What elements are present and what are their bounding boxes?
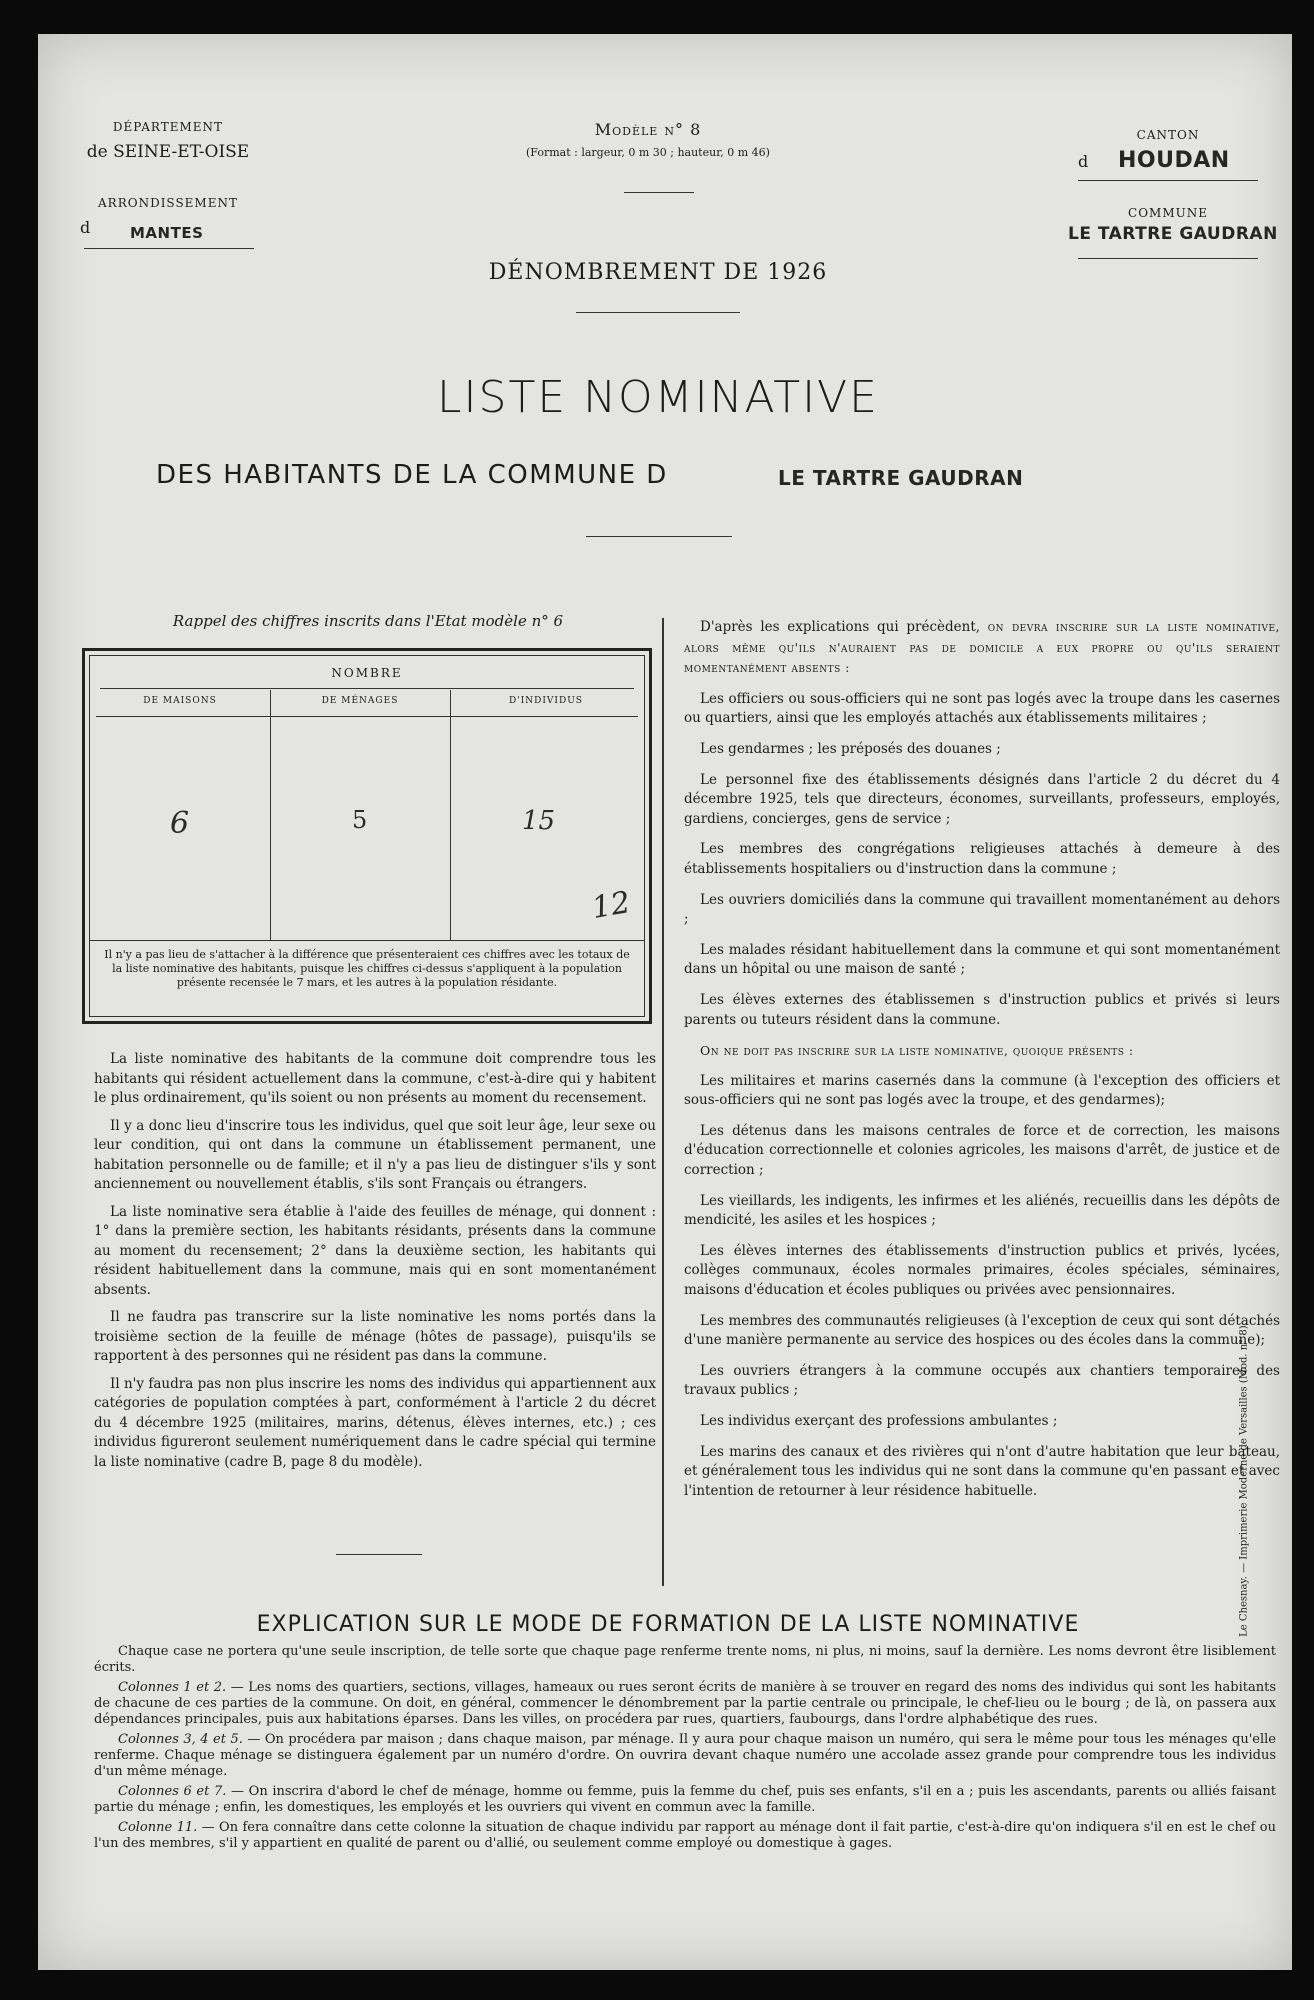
exclure-item: Les individus exerçant des professions ambulantes ; bbox=[700, 1413, 1058, 1429]
commune-subtitle: DES HABITANTS DE LA COMMUNE D bbox=[156, 460, 668, 490]
inscrire-item: Le personnel fixe des établissements désignés dans l'article 2 du décret du 4 décembre 1925, tels que directeurs, économes, surveillants, professeurs, employés, gardiens, concierges, gens de service ; bbox=[684, 771, 1280, 827]
commune-subtitle-stamp: LE TARTRE GAUDRAN bbox=[778, 466, 1024, 490]
colonne-11-label: Colonne 11. bbox=[118, 1820, 198, 1835]
denombrement-title: DÉNOMBREMENT DE 1926 bbox=[488, 260, 828, 285]
val-annotation: 12 bbox=[589, 884, 633, 927]
exclure-item: Les vieillards, les indigents, les infirmes et les aliénés, recueillis dans les dépôts de mendicité, les asiles et les hospices ; bbox=[684, 1192, 1280, 1229]
exclure-item: Les membres des communautés religieuses (à l'exception de ceux qui sont détachés d'une manière permanente au service des hospices ou des écoles dans la commune); bbox=[684, 1312, 1280, 1349]
rappel-table bbox=[82, 648, 652, 1024]
departement-label: DÉPARTEMENT bbox=[112, 120, 224, 134]
left-paragraph: Il y a donc lieu d'inscrire tous les individus, quel que soit leur âge, leur sexe ou leur condition, qui ont dans la commune un établissement permanent, une habitation personnelle ou de famille; et il n'y a pas lieu de distinguer s'ils y sont anciennement ou nouvellement établis, s'ils sont Français ou étrangers. bbox=[94, 1117, 656, 1192]
right-intro bbox=[684, 617, 1280, 679]
exclure-item: Les marins des canaux et des rivières qui n'ont d'autre habitation que leur bateau, et généralement tous les individus qui ne sont dans la commune qu'en passant et avec l'intention de retourner à leur résidence habituelle. bbox=[684, 1443, 1280, 1499]
rappel-note: Il n'y a pas lieu de s'attacher à la différence que présenteraient ces chiffres avec les totaux de la liste nominative des habitants, puisque les chiffres ci-dessus s'appliquent à la population présente recensée le 7 mars, et les autres à la population résidante. bbox=[104, 948, 630, 989]
val-menages: 5 bbox=[352, 806, 368, 834]
liste-nominative-title: LISTE NOMINATIVE bbox=[437, 372, 879, 423]
exclure-item: Les élèves internes des établissements d'instruction publics et privés, lycées, collèges communaux, écoles normales primaires, écoles spéciales, séminaires, maisons d'éducation et écoles publiques ou privées avec pensionnaires. bbox=[684, 1242, 1280, 1299]
colonne-11-text: — On fera connaître dans cette colonne la situation de chaque individu par rapport au ménage dont il fait partie, c'est-à-dire qu'on indiquera s'il en est le chef ou l'un des membres, s'il y appartient en qualité de parent ou d'allié, ou seulement comme employé ou domestique à gages. bbox=[94, 1820, 1276, 1851]
inscrire-item: Les ouvriers domiciliés dans la commune qui travaillent momentanément au dehors ; bbox=[684, 891, 1280, 928]
colonnes-3-4-5-label: Colonnes 3, 4 et 5. bbox=[118, 1732, 243, 1747]
colonnes-6-7-text: — On inscrira d'abord le chef de ménage, homme ou femme, puis la femme du chef, puis ses enfants, s'il en a ; puis les ascendants, parents ou alliés faisant partie du ménage ; enfin, les domestiques, les employés et les ouvriers qui vivent en commun avec la famille. bbox=[94, 1784, 1276, 1815]
col-individus-header: D'INDIVIDUS bbox=[509, 696, 583, 706]
commune-stamp: LE TARTRE GAUDRAN bbox=[1068, 224, 1278, 244]
rappel-caption: Rappel des chiffres inscrits dans l'Etat modèle n° 6 bbox=[172, 612, 564, 630]
printer-imprint bbox=[1234, 1234, 1254, 1734]
arrondissement-stamp: MANTES bbox=[130, 224, 204, 242]
ne-doit-heading: On ne doit pas inscrire sur la liste nominative, quoique présents : bbox=[700, 1043, 1134, 1059]
modele-number: Modèle n° 8 bbox=[594, 120, 702, 139]
right-intro-a: D'après les explications qui précèdent, bbox=[700, 619, 981, 635]
left-paragraph: La liste nominative sera établie à l'aide des feuilles de ménage, qui donnent : 1° dans la première section, les habitants résidants, présents dans la commune au moment du recensement; 2° dans la deuxième section, les habitants qui résident habituellement dans la commune, mais qui en sont momentanément absents. bbox=[94, 1203, 656, 1298]
departement-value: de SEINE-ET-OISE bbox=[86, 142, 250, 162]
canton-label: CANTON bbox=[1136, 128, 1200, 142]
val-individus: 15 bbox=[522, 806, 556, 836]
col-maisons-header: DE MAISONS bbox=[143, 696, 217, 706]
colonnes-1-2-text: — Les noms des quartiers, sections, villages, hameaux ou rues seront écrits de manière à se trouver en regard des noms des individus qui sont les habitants de chacune de ces parties de la commune. On doit, en général, commencer le dénombrement par la partie centrale ou principale, le chef-lieu ou le bourg ; de là, on passera aux dépendances principales, puis aux habitations éparses. Dans les villes, on procédera par rues, quartiers, faubourgs, dans l'ordre alphabétique des rues. bbox=[94, 1680, 1276, 1727]
colonnes-3-4-5-text: — On procédera par maison ; dans chaque maison, par ménage. Il y aura pour chaque maison un numéro, qui sera le même pour tous les ménages qu'elle renferme. Chaque ménage se distinguera également par un numéro d'ordre. On ouvrira devant chaque numéro une accolade assez grande pour comprendre tous les individus d'un même ménage. bbox=[94, 1732, 1276, 1779]
colonnes-1-2-label: Colonnes 1 et 2. bbox=[118, 1680, 227, 1695]
exclure-item: Les militaires et marins casernés dans la commune (à l'exception des officiers et sous-officiers qui ne sont pas logés avec la troupe, et des gendarmes); bbox=[684, 1072, 1280, 1109]
explication-title: EXPLICATION SUR LE MODE DE FORMATION DE LA LISTE NOMINATIVE bbox=[256, 1612, 1080, 1637]
val-maisons: 6 bbox=[170, 806, 190, 841]
left-paragraph: Il ne faudra pas transcrire sur la liste nominative les noms portés dans la troisième section de la feuille de ménage (hôtes de passage), puisqu'ils se rapportent à des personnes qui ne résident pas dans la commune. bbox=[94, 1309, 656, 1364]
exclure-item: Les détenus dans les maisons centrales de force et de correction, les maisons d'éducation correctionnelle et colonies agricoles, les maisons d'arrêt, de justice et de correction ; bbox=[684, 1122, 1280, 1179]
right-instructions bbox=[684, 617, 1280, 1512]
canton-stamp: HOUDAN bbox=[1118, 148, 1230, 173]
inscrire-item: Les officiers ou sous-officiers qui ne sont pas logés avec la troupe dans les casernes ou quartiers, ainsi que les employés attachés aux établissements militaires ; bbox=[684, 690, 1280, 727]
col-menages-header: DE MÉNAGES bbox=[321, 696, 399, 706]
canton-prefix: d bbox=[1078, 152, 1089, 171]
arrondissement-prefix: d bbox=[80, 218, 91, 237]
inscrire-item: Les malades résidant habituellement dans la commune et qui sont momentanément dans un hôpital ou une maison de santé ; bbox=[684, 941, 1280, 978]
inscrire-item: Les membres des congrégations religieuses attachés à demeure à des établissements hospitaliers ou d'instruction dans la commune ; bbox=[684, 841, 1280, 877]
explication-paragraph: Chaque case ne portera qu'une seule inscription, de telle sorte que chaque page renferme trente noms, ni plus, ni moins, sauf la dernière. Les noms devront être lisiblement écrits. bbox=[94, 1644, 1276, 1675]
inscrire-item: Les élèves externes des établissemen s d'instruction publics et privés si leurs parents ou tuteurs résident dans la commune. bbox=[684, 991, 1280, 1028]
inscrire-item: Les gendarmes ; les préposés des douanes ; bbox=[700, 740, 1001, 757]
explication-body bbox=[94, 1644, 1276, 1856]
format-note: (Format : largeur, 0 m 30 ; hauteur, 0 m 46) bbox=[526, 146, 770, 159]
left-paragraph: La liste nominative des habitants de la commune doit comprendre tous les habitants qui résident actuellement dans la commune, c'est-à-dire qui y habitent le plus ordinairement, qu'ils soient ou non présents au moment du recensement. bbox=[94, 1051, 656, 1106]
left-paragraph: Il n'y faudra pas non plus inscrire les noms des individus qui appartiennent aux catégories de population comptées à part, conformément à l'article 2 du décret du 4 décembre 1925 (militaires, marins, détenus, élèves internes, etc.) ; ces individus figureront seulement numériquement dans le cadre spécial qui termine la liste nominative (cadre B, page 8 du modèle). bbox=[94, 1375, 656, 1470]
right-intro-b: on devra inscrire sur la liste nominative, alors même qu'ils n'auraient pas de domicile a eux propre ou qu'ils seraient momentanément absents : bbox=[684, 619, 1280, 676]
left-instructions bbox=[94, 1050, 656, 1480]
nombre-header: NOMBRE bbox=[331, 666, 403, 680]
commune-label: COMMUNE bbox=[1128, 206, 1208, 220]
printer-imprint-text: Le Chesnay. — Imprimerie Moderne de Versailles (Mod. n° 8). bbox=[1238, 1322, 1250, 1637]
census-sheet bbox=[38, 34, 1292, 1970]
arrondissement-label: ARRONDISSEMENT bbox=[98, 196, 238, 210]
colonnes-6-7-label: Colonnes 6 et 7. bbox=[118, 1784, 227, 1799]
exclure-item: Les ouvriers étrangers à la commune occupés aux chantiers temporaires des travaux publics ; bbox=[684, 1362, 1280, 1399]
